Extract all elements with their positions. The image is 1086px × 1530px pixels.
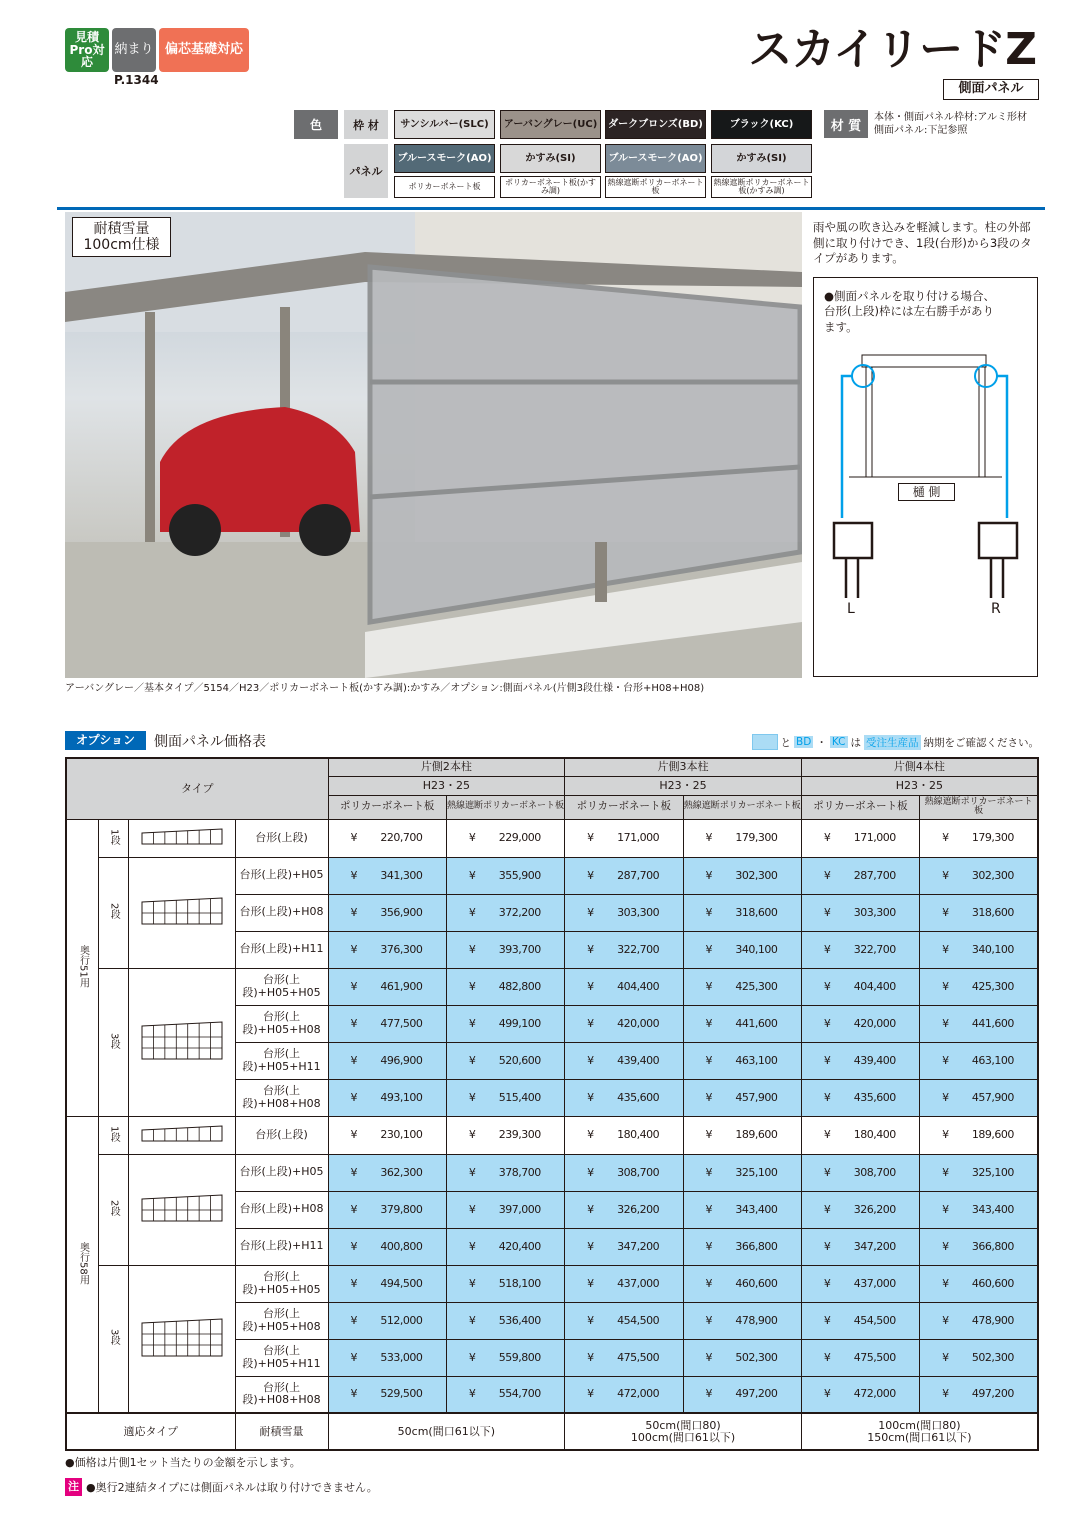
price-cell: ¥ 318,600 [683,894,801,931]
price-cell: ¥ 325,100 [683,1154,801,1191]
snow-load-label: 耐積雪量 [235,1413,328,1450]
price-cell: ¥ 472,000 [565,1376,683,1413]
price-cell: ¥ 303,300 [565,894,683,931]
price-cell: ¥ 460,600 [683,1265,801,1302]
price-cell: ¥ 322,700 [565,931,683,968]
type-cell: 台形(上段)+H05 [235,857,328,894]
frame-label: 枠 材 [344,110,388,139]
henshin-badge: 偏芯基礎対応 [159,28,249,72]
type-cell: 台形(上段)+H11 [235,931,328,968]
caution-tag: 注 [65,1478,82,1496]
price-cell: ¥ 497,200 [683,1376,801,1413]
price-cell: ¥ 343,400 [683,1191,801,1228]
price-cell: ¥ 420,400 [446,1228,564,1265]
price-cell: ¥ 180,400 [565,1116,683,1154]
type-cell: 台形(上段)+H11 [235,1228,328,1265]
price-cell: ¥ 220,700 [328,819,446,857]
panel-color-swatch: かすみ(SI) [500,144,601,173]
price-cell: ¥ 496,900 [328,1042,446,1079]
tier-diagram-cell [128,819,235,857]
panel-material-label: ポリカーボネート板(かすみ調) [500,176,601,198]
price-cell: ¥ 325,100 [920,1154,1038,1191]
price-cell: ¥ 404,400 [565,968,683,1005]
price-cell: ¥ 502,300 [920,1339,1038,1376]
price-cell: ¥ 499,100 [446,1005,564,1042]
price-cell: ¥ 439,400 [565,1042,683,1079]
legend-tail: 納期をご確認ください。 [923,736,1039,749]
price-cell: ¥ 302,300 [683,857,801,894]
page-subtitle: 側面パネル [943,79,1039,100]
tier-diagram-cell [128,1154,235,1265]
type-cell: 台形(上段)+H05 [235,1154,328,1191]
material-line-2: 側面パネル:下記参照 [874,124,968,136]
side-column [813,220,1041,677]
panel-material-label: 熱線遮断ポリカーボネート板 [605,176,706,198]
type-cell: 台形(上段)+H05+H05 [235,1265,328,1302]
price-cell: ¥ 366,800 [920,1228,1038,1265]
price-cell: ¥ 529,500 [328,1376,446,1413]
price-cell: ¥ 437,000 [565,1265,683,1302]
divider-blue [57,207,1045,210]
type-cell: 台形(上段)+H05+H05 [235,968,328,1005]
frame-color-swatch: ブラック(KC) [711,110,812,139]
table-section [65,757,1039,1496]
material-line-1: 本体・側面パネル枠材:アルミ形材 [874,112,1027,123]
panel-tier-diagram [138,896,226,926]
type-header: タイプ [66,758,328,819]
price-cell: ¥ 340,100 [920,931,1038,968]
type-cell: 台形(上段)+H08 [235,894,328,931]
page-ref: P.1344 [114,73,159,87]
snow-load-badge: 耐積雪量100cm仕様 [72,217,171,257]
price-cell: ¥ 355,900 [446,857,564,894]
price-cell: ¥ 502,300 [683,1339,801,1376]
price-cell: ¥ 475,500 [801,1339,919,1376]
type-cell: 台形(上段)+H08+H08 [235,1079,328,1116]
price-cell: ¥ 397,000 [446,1191,564,1228]
price-cell: ¥ 441,600 [683,1005,801,1042]
tier-diagram-cell [128,968,235,1116]
price-cell: ¥ 189,600 [920,1116,1038,1154]
tier-label: 2段 [98,857,128,968]
price-cell: ¥ 179,300 [683,819,801,857]
price-cell: ¥ 439,400 [801,1042,919,1079]
price-cell: ¥ 454,500 [801,1302,919,1339]
snow-load-value: 50cm(間口80) 100cm(間口61以下) [565,1413,802,1450]
type-cell: 台形(上段)+H08 [235,1191,328,1228]
table-row [66,1116,1038,1154]
price-cell: ¥ 180,400 [801,1116,919,1154]
panel-tier-diagram [138,1317,226,1358]
price-cell: ¥ 171,000 [801,819,919,857]
price-cell: ¥ 520,600 [446,1042,564,1079]
price-cell: ¥ 287,700 [801,857,919,894]
price-cell: ¥ 515,400 [446,1079,564,1116]
note-1: ●価格は片側1セット当たりの金額を示します。 [65,1456,301,1469]
price-cell: ¥ 461,900 [328,968,446,1005]
tier-diagram-cell [128,1116,235,1154]
table-row [66,1265,1038,1302]
type-cell: 台形(上段)+H05+H11 [235,1042,328,1079]
note-box-text: ●側面パネルを取り付ける場合、台形(上段)枠には左右勝手があります。 [824,288,996,334]
legend-swatch [752,734,778,750]
price-cell: ¥ 343,400 [920,1191,1038,1228]
material-text [874,112,1027,137]
description: 雨や風の吹き込みを軽減します。柱の外部側に取り付けでき、1段(台形)から3段のタイプがあります。 [813,220,1032,266]
panel-color-swatch: ブルースモーク(AO) [394,144,495,173]
price-cell: ¥ 179,300 [920,819,1038,857]
price-cell: ¥ 347,200 [801,1228,919,1265]
price-cell: ¥ 326,200 [801,1191,919,1228]
table-row [66,857,1038,894]
type-cell: 台形(上段)+H05+H08 [235,1302,328,1339]
price-cell: ¥ 460,600 [920,1265,1038,1302]
notes [65,1456,1039,1496]
price-cell: ¥ 425,300 [920,968,1038,1005]
option-tag: オプション [65,731,146,750]
panel-tier-diagram [138,1020,226,1061]
tier-label: 1段 [98,1116,128,1154]
frame-color-swatch: ダークブロンズ(BD) [605,110,706,139]
price-cell: ¥ 472,000 [801,1376,919,1413]
osamari-badge: 納まり [112,28,156,72]
price-cell: ¥ 404,400 [801,968,919,1005]
panel-tier-diagram [138,827,226,846]
price-cell: ¥ 475,500 [565,1339,683,1376]
photo-caption: アーバングレー／基本タイプ／5154／H23／ポリカーボネート板(かすみ調):かすみ／オプション:側面パネル(片側3段仕様・台形+H08+H08) [65,683,705,694]
tier-diagram-cell [128,1265,235,1413]
note-box [813,277,1038,677]
tier-label: 3段 [98,1265,128,1413]
price-cell: ¥ 494,500 [328,1265,446,1302]
price-cell: ¥ 554,700 [446,1376,564,1413]
price-cell: ¥ 457,900 [683,1079,801,1116]
price-cell: ¥ 512,000 [328,1302,446,1339]
price-cell: ¥ 230,100 [328,1116,446,1154]
right-label: R [991,601,1001,618]
price-cell: ¥ 425,300 [683,968,801,1005]
panel-material-label: 熱線遮断ポリカーボネート板(かすみ調) [711,176,812,198]
table-row [66,1154,1038,1191]
price-cell: ¥ 435,600 [801,1079,919,1116]
price-cell: ¥ 518,100 [446,1265,564,1302]
price-cell: ¥ 420,000 [801,1005,919,1042]
price-cell: ¥ 536,400 [446,1302,564,1339]
depth-label: 奥行51用 [66,819,98,1116]
applicable-type-label: 適応タイプ [66,1413,235,1450]
group-header: 片側3本柱 [565,758,802,776]
price-cell: ¥ 559,800 [446,1339,564,1376]
footer-row [66,1413,1038,1450]
panel-type-header: 熱線遮断ポリカーボネート板 [446,795,564,819]
snow-load-value: 100cm(間口80) 150cm(間口61以下) [801,1413,1038,1450]
price-cell: ¥ 437,000 [801,1265,919,1302]
page-title: スカイリードZ [748,24,1036,75]
tier-diagram-cell [128,857,235,968]
product-photo [65,212,802,678]
note-2-row [65,1478,1039,1496]
price-cell: ¥ 362,300 [328,1154,446,1191]
carport-illustration [65,212,802,678]
price-cell: ¥ 463,100 [683,1042,801,1079]
legend-kc: KC [831,736,846,748]
type-cell: 台形(上段)+H05+H08 [235,1005,328,1042]
panel-color-swatch: ブルースモーク(AO) [605,144,706,173]
snow-load-value: 50cm(間口61以下) [328,1413,565,1450]
panel-label: パネル [344,144,388,198]
frame-color-swatch: アーバングレー(UC) [500,110,601,139]
price-cell: ¥ 302,300 [920,857,1038,894]
price-cell: ¥ 189,600 [683,1116,801,1154]
tier-label: 2段 [98,1154,128,1265]
price-cell: ¥ 171,000 [565,819,683,857]
price-cell: ¥ 378,700 [446,1154,564,1191]
price-cell: ¥ 239,300 [446,1116,564,1154]
tier-label: 3段 [98,968,128,1116]
panel-type-header: ポリカーボネート板 [565,795,683,819]
type-cell: 台形(上段)+H08+H08 [235,1376,328,1413]
group-header: 片側4本柱 [801,758,1038,776]
legend-to: と [780,736,792,749]
color-label: 色 [294,110,338,139]
panel-material-label: ポリカーボネート板 [394,176,495,198]
material-label: 材 質 [824,110,868,138]
price-cell: ¥ 366,800 [683,1228,801,1265]
panel-type-header: 熱線遮断ポリカーボネート板 [920,795,1038,819]
price-cell: ¥ 308,700 [801,1154,919,1191]
price-cell: ¥ 400,800 [328,1228,446,1265]
panel-type-header: ポリカーボネート板 [801,795,919,819]
price-cell: ¥ 303,300 [801,894,919,931]
panel-type-header: ポリカーボネート板 [328,795,446,819]
price-cell: ¥ 454,500 [565,1302,683,1339]
price-cell: ¥ 347,200 [565,1228,683,1265]
height-header: H23・25 [328,776,565,795]
price-cell: ¥ 229,000 [446,819,564,857]
left-label: L [847,601,855,618]
legend-dot: ・ [816,736,827,749]
price-cell: ¥ 482,800 [446,968,564,1005]
price-cell: ¥ 322,700 [801,931,919,968]
legend [752,734,1039,750]
frame-color-swatch: サンシルバー(SLC) [394,110,495,139]
panel-color-swatch: かすみ(SI) [711,144,812,173]
legend-made-to-order: 受注生産品 [866,736,919,749]
table-title: 側面パネル価格表 [154,734,266,750]
depth-label: 奥行58用 [66,1116,98,1413]
height-header: H23・25 [801,776,1038,795]
price-cell: ¥ 393,700 [446,931,564,968]
price-table [65,757,1039,1451]
type-cell: 台形(上段)+H05+H11 [235,1339,328,1376]
price-cell: ¥ 379,800 [328,1191,446,1228]
panel-tier-diagram [138,1124,226,1143]
price-cell: ¥ 420,000 [565,1005,683,1042]
table-row [66,819,1038,857]
tier-label: 1段 [98,819,128,857]
price-cell: ¥ 372,200 [446,894,564,931]
price-cell: ¥ 376,300 [328,931,446,968]
price-cell: ¥ 287,700 [565,857,683,894]
price-cell: ¥ 356,900 [328,894,446,931]
frame-diagram-area [814,343,1036,643]
price-cell: ¥ 308,700 [565,1154,683,1191]
legend-bd: BD [796,736,812,748]
price-cell: ¥ 463,100 [920,1042,1038,1079]
note-2: ●奥行2連結タイプには側面パネルは取り付けできません。 [86,1481,378,1495]
mitsumori-pro-badge: 見積Pro対応 [65,28,109,72]
height-header: H23・25 [565,776,802,795]
panel-type-header: 熱線遮断ポリカーボネート板 [683,795,801,819]
price-cell: ¥ 478,900 [920,1302,1038,1339]
type-cell: 台形(上段) [235,819,328,857]
price-cell: ¥ 478,900 [683,1302,801,1339]
price-cell: ¥ 341,300 [328,857,446,894]
price-cell: ¥ 435,600 [565,1079,683,1116]
price-cell: ¥ 493,100 [328,1079,446,1116]
gutter-side-label: 樋 側 [898,483,955,501]
price-cell: ¥ 533,000 [328,1339,446,1376]
price-cell: ¥ 497,200 [920,1376,1038,1413]
price-cell: ¥ 318,600 [920,894,1038,931]
price-cell: ¥ 326,200 [565,1191,683,1228]
type-cell: 台形(上段) [235,1116,328,1154]
legend-ha: は [850,736,861,749]
table-row [66,968,1038,1005]
group-header: 片側2本柱 [328,758,565,776]
panel-tier-diagram [138,1193,226,1223]
price-cell: ¥ 457,900 [920,1079,1038,1116]
price-cell: ¥ 340,100 [683,931,801,968]
price-cell: ¥ 441,600 [920,1005,1038,1042]
price-cell: ¥ 477,500 [328,1005,446,1042]
